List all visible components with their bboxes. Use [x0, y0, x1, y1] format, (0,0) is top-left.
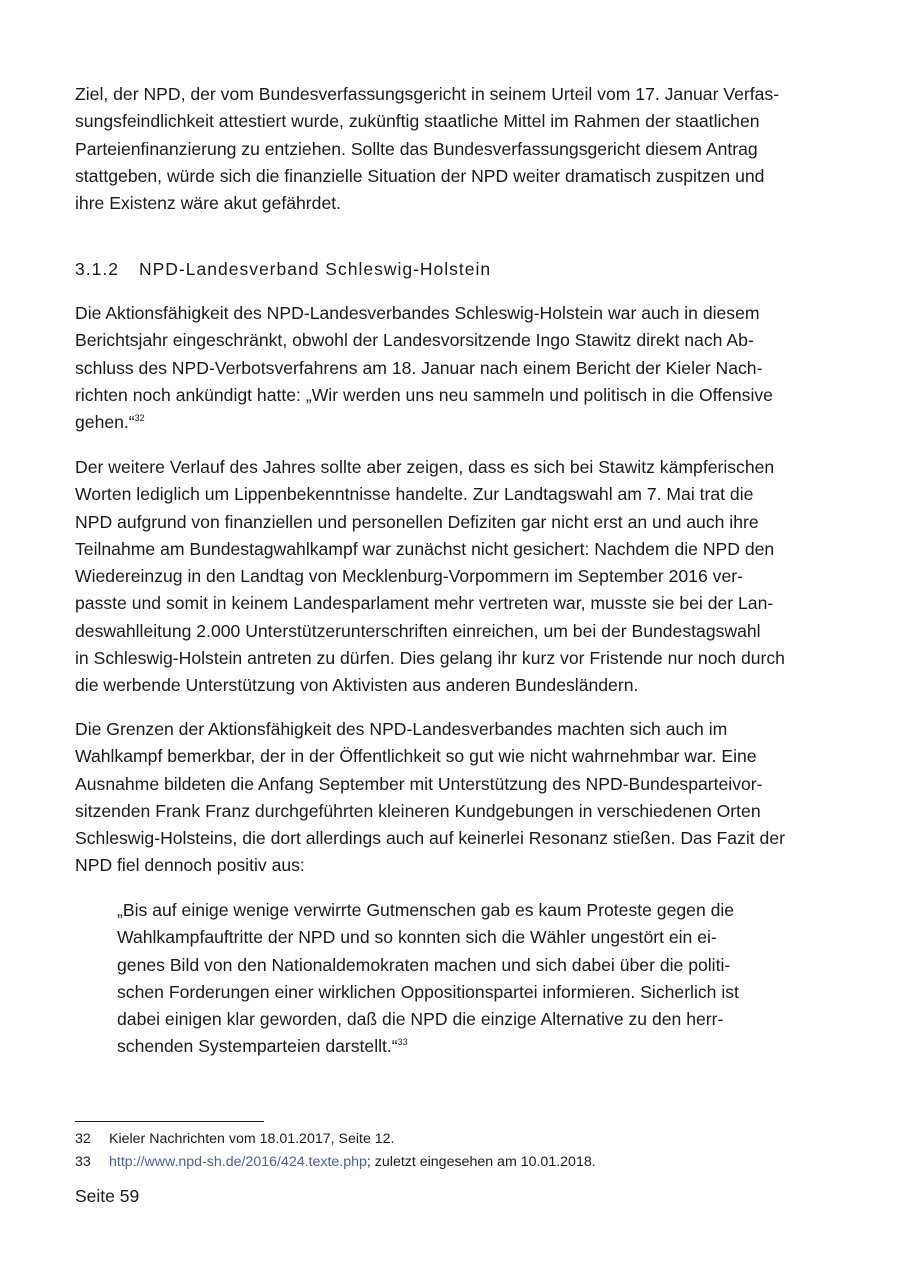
text-line: richten noch ankündigt hatte: „Wir werden uns neu sammeln und politisch in die Offensive [75, 384, 773, 405]
text-line: sungsfeindlichkeit attestiert wurde, zukünftig staatliche Mittel im Rahmen der staatlichen [75, 111, 760, 132]
text-line: schluss des NPD-Verbotsverfahrens am 18. Januar nach einem Bericht der Kieler Nach- [75, 357, 763, 378]
text-line: sitzenden Frank Franz durchgeführten kleineren Kundgebungen in verschiedenen Orten [75, 800, 761, 821]
footnote-text: Kieler Nachrichten vom 18.01.2017, Seite 12. [109, 1131, 395, 1147]
text-line: ihre Existenz wäre akut gefährdet. [75, 193, 342, 214]
quote-line: genes Bild von den Nationaldemokraten machen und sich dabei über die politi- [117, 954, 731, 975]
footnote-number: 33 [75, 1154, 91, 1170]
paragraph-2 [75, 454, 825, 700]
section-title: NPD-Landesverband Schleswig-Holstein [139, 259, 492, 279]
footnote-ref-32[interactable]: 32 [134, 413, 145, 424]
text-line: NPD aufgrund von finanziellen und personellen Defiziten gar nicht erst an und auch ihre [75, 511, 759, 532]
quote-line: dabei einigen klar geworden, daß die NPD die einzige Alternative zu den herr- [117, 1009, 724, 1030]
quote-line: schen Forderungen einer wirklichen Oppositionspartei informieren. Sicherlich ist [117, 981, 739, 1002]
footnote-link[interactable]: http://www.npd-sh.de/2016/424.texte.php [109, 1154, 367, 1170]
paragraph-3 [75, 716, 825, 880]
paragraph-1 [75, 300, 825, 436]
text-line: passte und somit in keinem Landesparlament mehr vertreten war, musste sie bei der Lan- [75, 593, 774, 614]
section-number: 3.1.2 [75, 259, 119, 279]
footnote-ref-33[interactable]: 33 [397, 1037, 408, 1048]
text-line: Teilnahme am Bundestagwahlkampf war zunächst nicht gesichert: Nachdem die NPD den [75, 538, 775, 559]
text-line: Ausnahme bildeten die Anfang September mit Unterstützung des NPD-Bundesparteivor- [75, 773, 763, 794]
footnote-number: 32 [75, 1131, 91, 1147]
intro-paragraph [75, 81, 825, 217]
text-line: Schleswig-Holsteins, die dort allerdings auch auf keinerlei Resonanz stießen. Das Fazit der [75, 828, 785, 849]
quote-line: Wahlkampfauftritte der NPD und so konnten sich die Wähler ungestört ein ei- [117, 927, 717, 948]
quote-line: „Bis auf einige wenige verwirrte Gutmenschen gab es kaum Proteste gegen die [117, 900, 735, 920]
text-line: Worten lediglich um Lippenbekenntnisse handelte. Zur Landtagswahl am 7. Mai trat die [75, 484, 754, 505]
footnote-33 [75, 1152, 596, 1172]
footnote-divider [75, 1121, 264, 1122]
text-line: Der weitere Verlauf des Jahres sollte aber zeigen, dass es sich bei Stawitz kämpferischen [75, 457, 775, 477]
footnote-32 [75, 1129, 395, 1149]
text-line: in Schleswig-Holstein antreten zu dürfen. Dies gelang ihr kurz vor Fristende nur noch durch [75, 648, 785, 669]
text-line: stattgeben, würde sich die finanzielle Situation der NPD weiter dramatisch zuspitzen und [75, 165, 765, 186]
text-line-part: gehen.“ [75, 412, 135, 433]
text-line [75, 409, 825, 436]
section-heading [75, 259, 491, 280]
text-line: Ziel, der NPD, der vom Bundesverfassungsgericht in seinem Urteil vom 17. Januar Verfas- [75, 84, 780, 104]
text-line: Die Aktionsfähigkeit des NPD-Landesverbandes Schleswig-Holstein war auch in diesem [75, 303, 760, 323]
text-line: Berichtsjahr eingeschränkt, obwohl der Landesvorsitzende Ingo Stawitz direkt nach Ab- [75, 330, 754, 351]
text-line: NPD fiel dennoch positiv aus: [75, 855, 305, 876]
text-line: Die Grenzen der Aktionsfähigkeit des NPD-Landesverbandes machten sich auch im [75, 719, 728, 739]
footnote-text: ; zuletzt eingesehen am 10.01.2018. [366, 1154, 596, 1170]
quote-line [117, 1033, 817, 1060]
text-line: die werbende Unterstützung von Aktivisten aus anderen Bundesländern. [75, 675, 639, 696]
text-line: Wiedereinzug in den Landtag von Mecklenburg-Vorpommern im September 2016 ver- [75, 566, 743, 587]
page-number: Seite 59 [75, 1186, 140, 1206]
quote-line-part: schenden Systemparteien darstellt.“ [117, 1036, 398, 1057]
text-line: Parteienfinanzierung zu entziehen. Sollte das Bundesverfassungsgericht diesem Antrag [75, 138, 758, 159]
block-quote [117, 897, 817, 1061]
text-line: Wahlkampf bemerkbar, der in der Öffentlichkeit so gut wie nicht wahrnehmbar war. Eine [75, 746, 757, 767]
text-line: deswahlleitung 2.000 Unterstützerunterschriften einreichen, um bei der Bundestagswahl [75, 620, 761, 641]
